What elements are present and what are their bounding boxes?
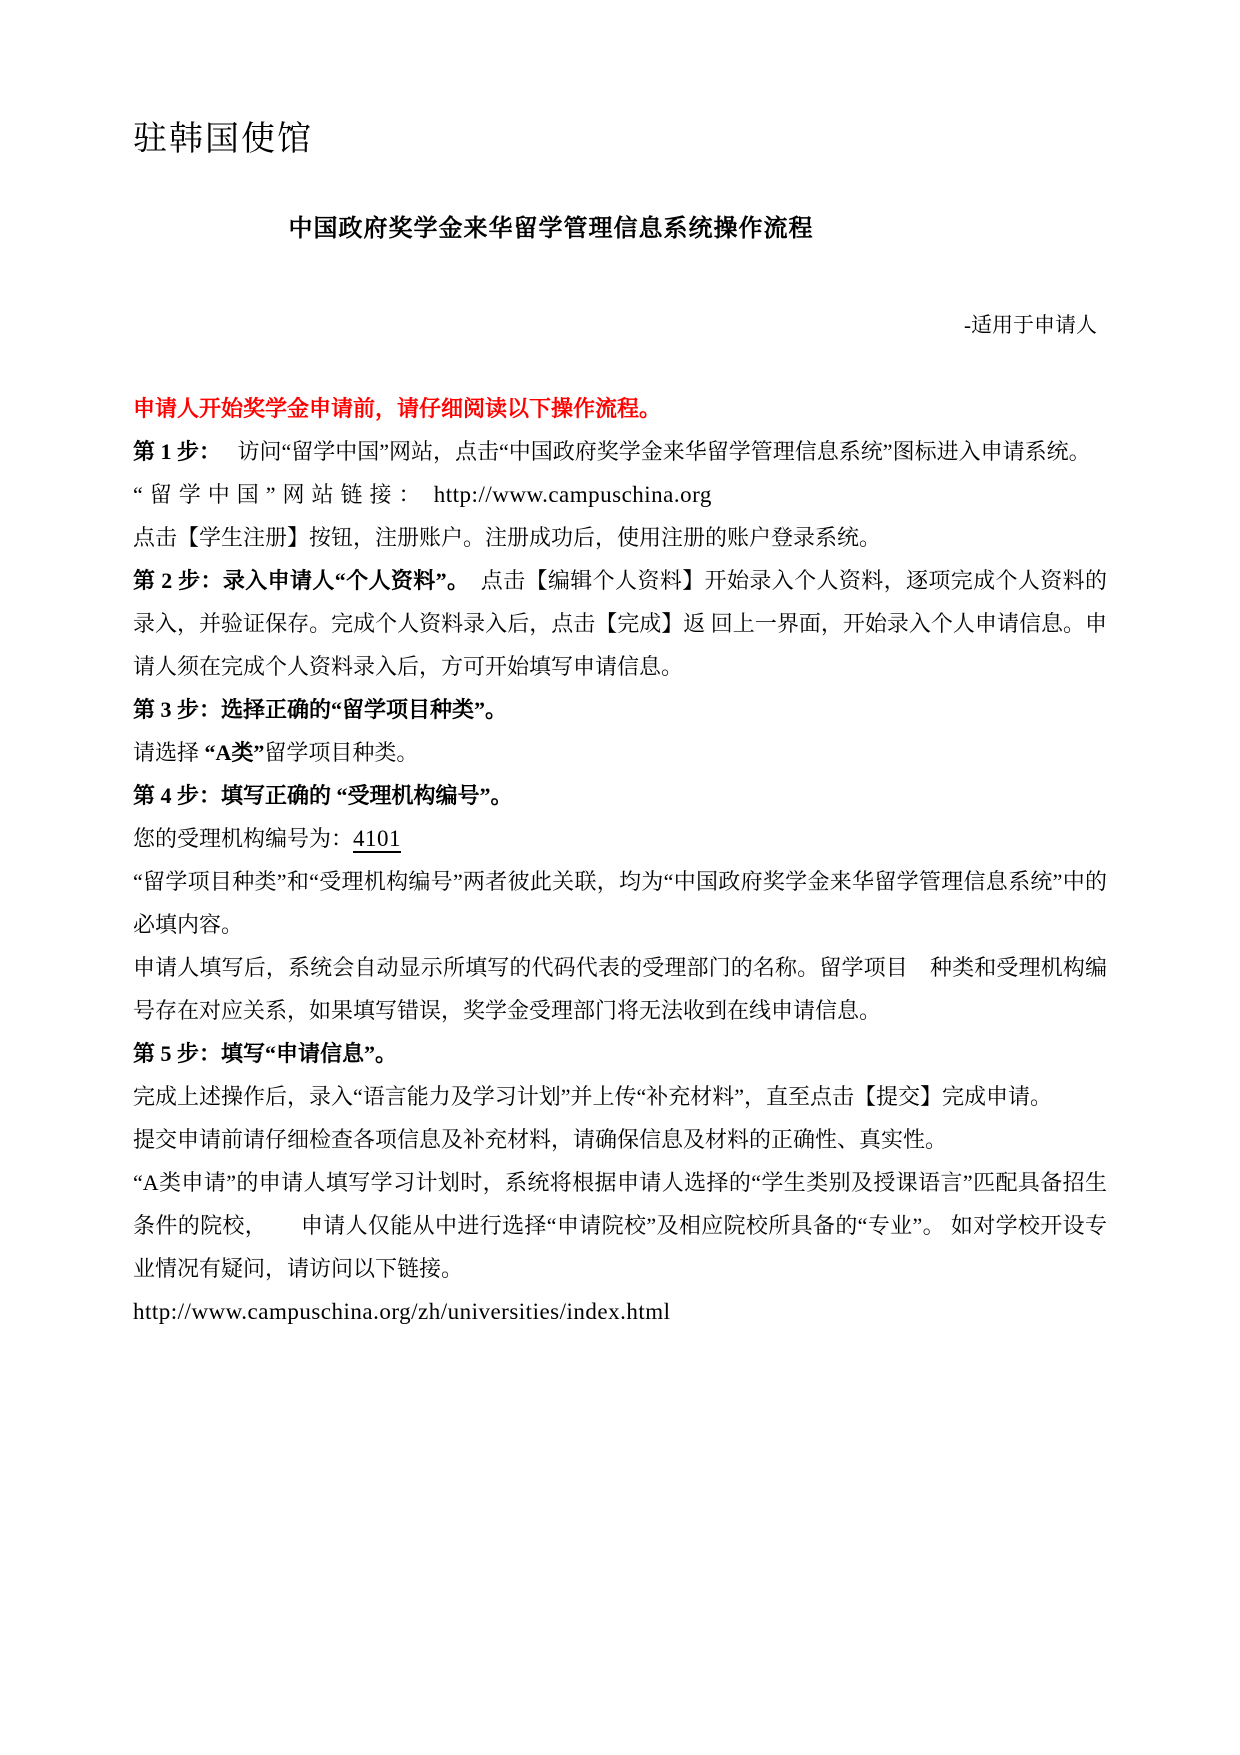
universities-url-line — [133, 1290, 1107, 1333]
warning-line: 申请人开始奖学金申请前，请仔细阅读以下操作流程。 — [133, 396, 662, 421]
check-note — [133, 1118, 1107, 1161]
applicable-note: -适用于申请人 — [964, 313, 1097, 337]
text-segment: “留学中国”网站链接： — [133, 482, 428, 507]
text-segment: 提交申请前请仔细检查各项信息及补充材料，请确保信息及材料的正确性、真实性。 — [133, 1127, 948, 1152]
agency-number-line — [133, 817, 1107, 860]
url-text: http://www.campuschina.org — [427, 482, 712, 507]
step-1 — [133, 430, 1107, 473]
auto-display-note — [133, 946, 1107, 1032]
relation-note — [133, 860, 1107, 946]
text-segment: 第 5 步：填写“申请信息”。 — [133, 1041, 398, 1066]
org-name: 驻韩国使馆 — [133, 121, 313, 158]
text-segment: “留学项目种类”和“受理机构编号”两者彼此关联，均为“中国政府奖学金来华留学管理信息系统”中的必填内容。 — [133, 869, 1107, 937]
text-segment: 第 1 步： — [133, 439, 211, 464]
text-segment: 第 2 步：录入申请人“个人资料”。 — [133, 568, 459, 593]
text-segment: “A类申请”的申请人填写学习计划时，系统将根据申请人选择的“学生类别及授课语言”匹配具备招生条件的院校， 申请人仅能从中进行选择“申请院校”及相应院校所具备的“专业”。 如对学校开设专业情况有疑问，请访问以下链接。 — [133, 1170, 1107, 1281]
choose-type-line — [133, 731, 1107, 774]
text-segment: 留学项目种类。 — [264, 740, 419, 765]
text-segment: 第 4 步：填写正确的 “受理机构编号”。 — [133, 783, 513, 808]
text-segment: 完成上述操作后，录入“语言能力及学习计划”并上传“补充材料”，直至点击【提交】完成申请。 — [133, 1084, 1053, 1109]
text-segment: 点击【学生注册】按钮，注册账户。注册成功后，使用注册的账户登录系统。 — [133, 525, 882, 550]
website-link-line — [133, 473, 1107, 516]
text-segment: 访问“留学中国”网站，点击“中国政府奖学金来华留学管理信息系统”图标进入申请系统。 — [210, 439, 1091, 464]
submit-line — [133, 1075, 1107, 1118]
step-2 — [133, 559, 1107, 688]
step-5 — [133, 1032, 1107, 1075]
text-segment: 第 3 步：选择正确的“留学项目种类”。 — [133, 697, 508, 722]
step-4 — [133, 774, 1107, 817]
text-segment: 您的受理机构编号为： — [133, 826, 354, 851]
text-segment: “A类” — [204, 740, 265, 765]
url-text: 4101 — [353, 826, 402, 851]
text-segment: 申请人填写后，系统会自动显示所填写的代码代表的受理部门的名称。留学项目 种类和受理机构编号存在对应关系，如果填写错误，奖学金受理部门将无法收到在线申请信息。 — [133, 955, 1107, 1023]
text-segment: 请选择 — [133, 740, 205, 765]
register-line — [133, 516, 1107, 559]
step-3 — [133, 688, 1107, 731]
text-segment: 点击【编辑个人资料】开始录入个人资料，逐项完成个人资料的录入，并验证保存。完成个人资料录入后，点击【完成】返 回上一界面，开始录入个人申请信息。申请人须在完成个人资料录入后，方可开始填写申请信息。 — [133, 568, 1107, 679]
url-text: http://www.campuschina.org/zh/universities/index.html — [133, 1299, 671, 1324]
type-a-note — [133, 1161, 1107, 1290]
doc-title: 中国政府奖学金来华留学管理信息系统操作流程 — [288, 216, 814, 242]
document-body — [133, 430, 1107, 1333]
